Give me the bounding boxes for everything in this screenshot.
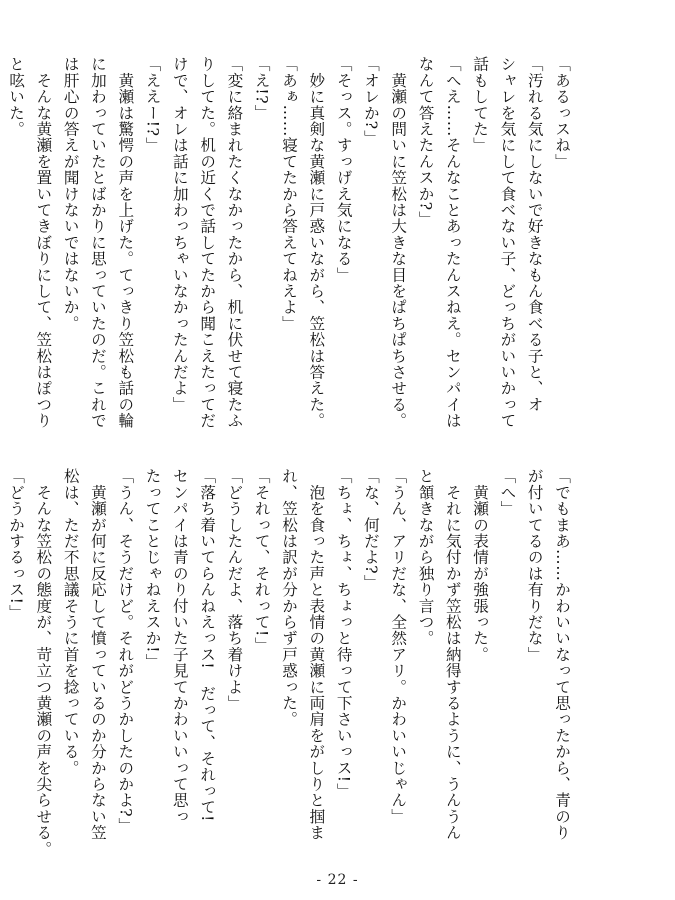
text-line: と頷きながら独り言つ。 bbox=[416, 468, 435, 647]
text-line: 話もしてた」 bbox=[471, 56, 490, 154]
text-line: 「落ち着いてらんねえっス! だって、それって! bbox=[198, 468, 217, 822]
text-line: 泡を食った声と表情の黄瀬に両肩をがしりと掴ま bbox=[307, 468, 326, 841]
text-line: そんな笠松の態度が、苛立つ黄瀬の声を尖らせる。 bbox=[34, 468, 53, 857]
text-line: 「でもまあ……かわいいなって思ったから、青のり bbox=[553, 468, 571, 841]
text-line: は肝心の答えが聞けないではないか。 bbox=[61, 56, 80, 332]
text-line: が付いてるのは有りだな」 bbox=[525, 468, 544, 663]
text-line: 「うん、アリだな、全然アリ。かわいいじゃん」 bbox=[389, 468, 408, 825]
text-line: 松は、ただ不思議そうに首を捻っている。 bbox=[61, 468, 80, 776]
text-line: 「汚れる気にしないで好きなもん食べる子と、オ bbox=[525, 56, 544, 413]
text-line: なんて答えたんスか?」 bbox=[416, 56, 435, 227]
text-line: シャレを気にして食べない子、どっちがいいかって bbox=[498, 56, 517, 429]
upper-text-block bbox=[7, 56, 575, 456]
text-line: そんな黄瀬を置いてきぼりにして、笠松はぽつり bbox=[34, 56, 53, 429]
text-line: 「へ」 bbox=[498, 468, 517, 517]
text-line: 「オレか?」 bbox=[361, 56, 380, 146]
text-line: センパイは青のり付いた子見てかわいいって思っ bbox=[170, 468, 189, 825]
text-line: 「ちょ、ちょ、ちょっと待って下さいっス!」 bbox=[334, 468, 353, 799]
text-line: 「な、何だよ?」 bbox=[361, 468, 380, 591]
text-line: 「へえ……そんなことあったんスねえ。センパイは bbox=[443, 56, 462, 429]
text-line: 「変に絡まれたくなかったから、机に伏せて寝たふ bbox=[225, 56, 244, 429]
text-line: りしてた。机の近くで話してたから聞こえたってだ bbox=[198, 56, 217, 429]
text-line: 黄瀬の問いに笠松は大きな目をぱちぱちさせる。 bbox=[389, 56, 408, 429]
text-line: 「そっス。すっげえ気になる」 bbox=[334, 56, 353, 283]
text-line: と呟いた。 bbox=[7, 56, 26, 137]
text-line: れ、笠松は訳が分からず戸惑った。 bbox=[280, 468, 299, 728]
text-line: 「あるっスね」 bbox=[553, 56, 571, 170]
page-number: - 22 - bbox=[316, 872, 359, 888]
text-line: 「どうかするっス!」 bbox=[7, 468, 26, 621]
text-line: それに気付かず笠松は納得するように、うんうん bbox=[443, 468, 462, 841]
text-line: 「それって、それって!」 bbox=[252, 468, 271, 654]
text-line: 黄瀬は驚愕の声を上げた。てっきり笠松も話の輪 bbox=[116, 56, 135, 429]
text-line: 「うん、そうだけど。それがどうかしたのかよ?」 bbox=[116, 468, 135, 834]
text-line: けで、オレは話に加わっちゃいなかったんだよ」 bbox=[170, 56, 189, 413]
text-line: 「え!?」 bbox=[252, 56, 271, 121]
text-line: 黄瀬の表情が強張った。 bbox=[471, 468, 490, 663]
text-line: 「どうしたんだよ、落ち着けよ」 bbox=[225, 468, 244, 711]
text-line: に加わっていたとばかりに思っていたのだ。これで bbox=[88, 56, 107, 429]
text-line: 「あぁ……寝てたから答えてねえよ」 bbox=[280, 56, 299, 332]
text-line: 黄瀬が何に反応して憤っているのか分からない笠 bbox=[88, 468, 107, 841]
lower-text-block bbox=[7, 468, 575, 868]
text-line: たってことじゃねえスか!」 bbox=[143, 468, 162, 670]
text-line: 「ええー!?」 bbox=[143, 56, 162, 153]
text-line: 妙に真剣な黄瀬に戸惑いながら、笠松は答えた。 bbox=[307, 56, 326, 429]
